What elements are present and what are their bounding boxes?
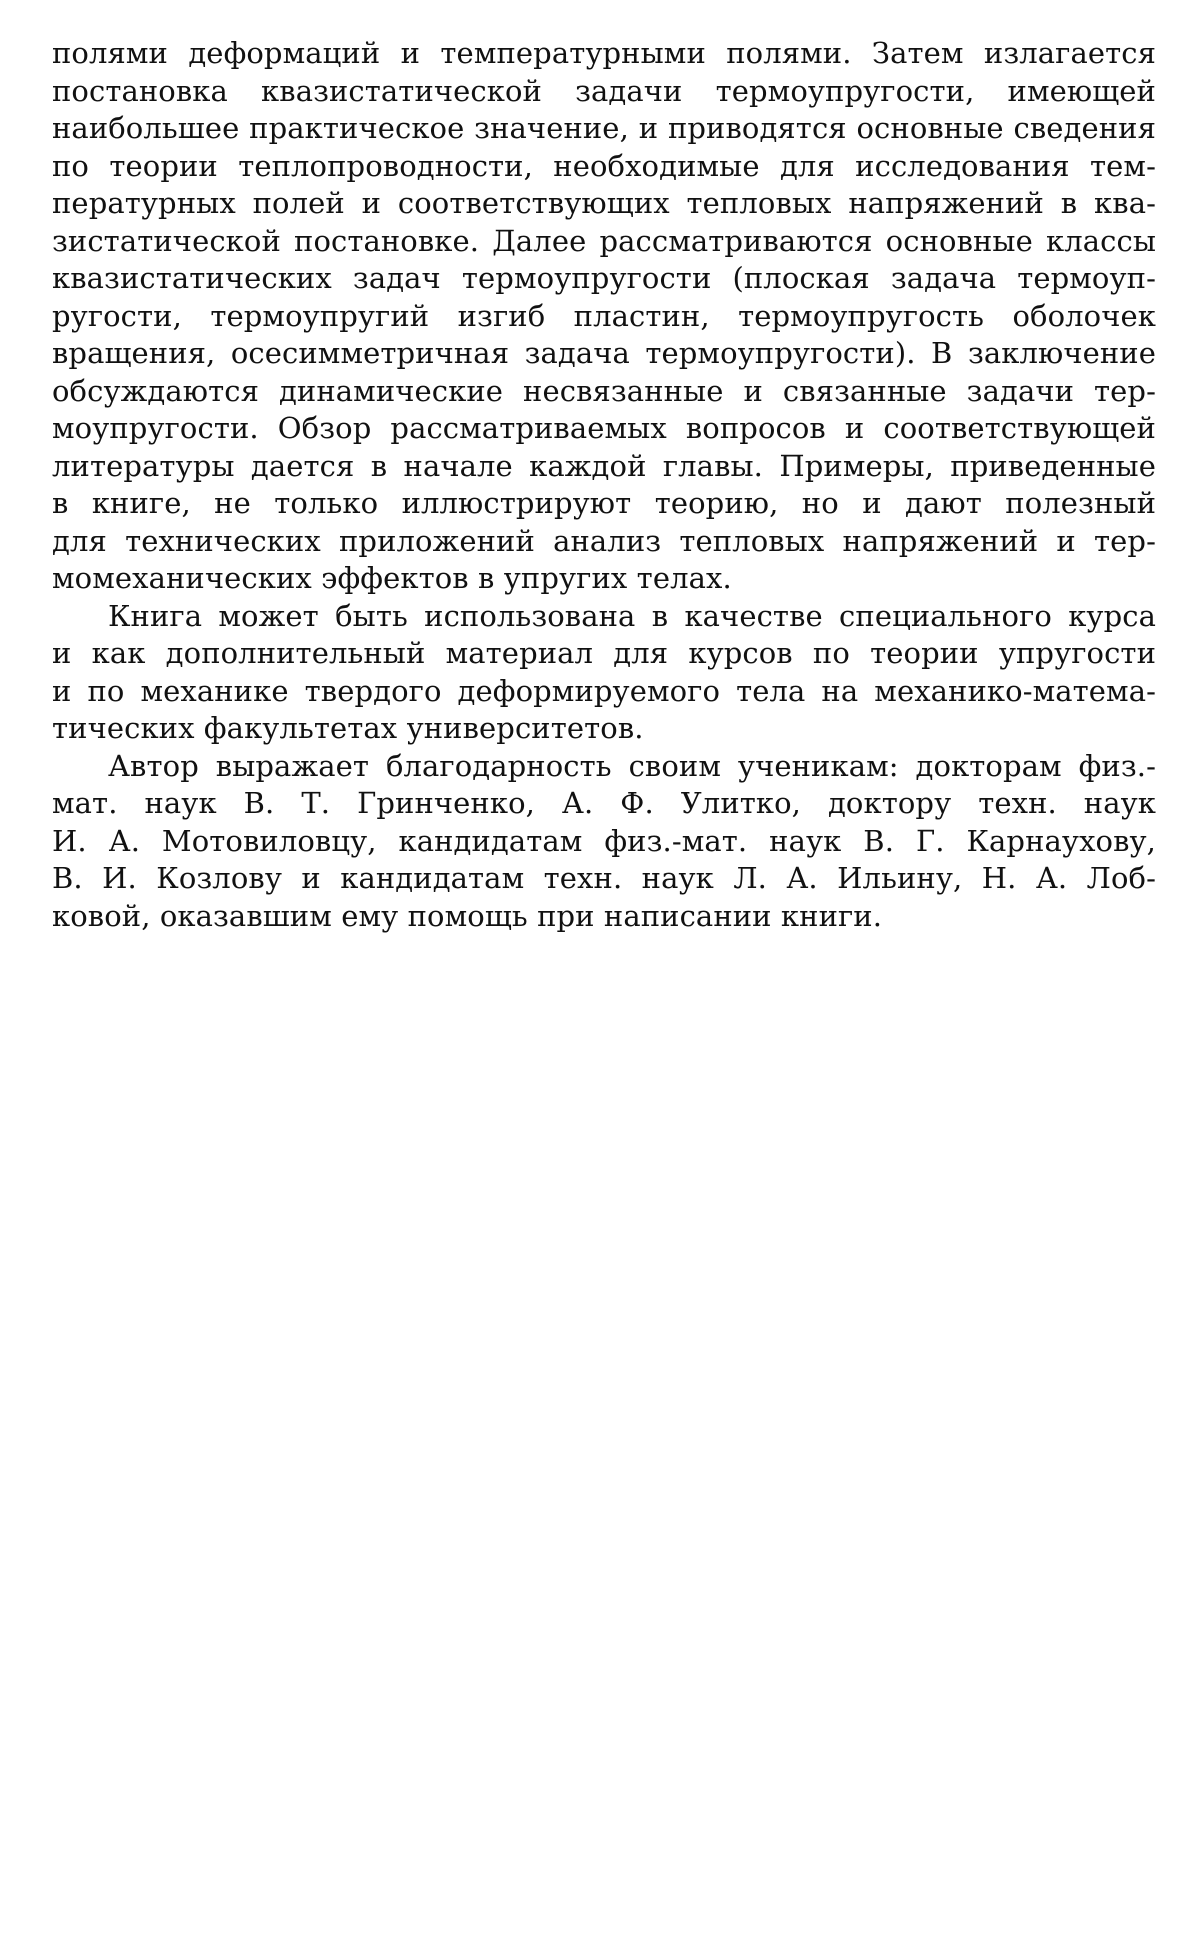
paragraph-1 <box>52 35 1156 598</box>
text-line: и по механике твердого деформируемого тела на механико-матема- <box>52 673 1156 708</box>
text-line: пературных полей и соответствующих тепловых напряжений в ква- <box>52 186 1156 220</box>
text-line: вращения, осесимметричная задача термоупругости). В заключение <box>52 336 1156 370</box>
text-line: мат. наук В. Т. Гринченко, А. Ф. Улитко, доктору техн. наук <box>52 786 1156 820</box>
paragraph-2 <box>52 598 1156 748</box>
text-line: ковой, оказавшим ему помощь при написании книги. <box>52 898 883 933</box>
text-line: В. И. Козлову и кандидатам техн. наук Л. А. Ильину, Н. А. Лоб- <box>52 861 1156 895</box>
text-line: момеханических эффектов в упругих телах. <box>52 561 732 595</box>
text-line: обсуждаются динамические несвязанные и связанные задачи тер- <box>52 373 1156 408</box>
paragraph-3 <box>52 748 1156 936</box>
text-line: постановка квазистатической задачи термоупругости, имеющей <box>52 73 1156 108</box>
text-line: наибольшее практическое значение, и приводятся основные сведения <box>52 111 1156 145</box>
text-line: и как дополнительный материал для курсов по теории упругости <box>52 636 1156 670</box>
text-line: И. А. Мотовиловцу, кандидатам физ.-мат. наук В. Г. Карнаухову, <box>52 823 1156 858</box>
text-line: полями деформаций и температурными полями. Затем излагается <box>52 36 1156 70</box>
text-line: моупругости. Обзор рассматриваемых вопросов и соответствующей <box>52 411 1156 445</box>
text-line: зистатической постановке. Далее рассматриваются основные классы <box>52 223 1156 258</box>
text-line: в книге, не только иллюстрируют теорию, но и дают полезный <box>52 486 1156 520</box>
text-line: квазистатических задач термоупругости (плоская задача термоуп- <box>52 261 1156 295</box>
text-block <box>52 35 1156 935</box>
text-line: ругости, термоупругий изгиб пластин, термоупругость оболочек <box>52 298 1156 333</box>
text-line: тических факультетах университетов. <box>52 711 644 745</box>
text-line: Книга может быть использована в качестве специального курса <box>108 598 1156 633</box>
text-line: литературы дается в начале каждой главы. Примеры, приведенные <box>52 448 1156 483</box>
text-line: Автор выражает благодарность своим ученикам: докторам физ.- <box>108 748 1156 783</box>
text-line: для технических приложений анализ тепловых напряжений и тер- <box>52 523 1156 558</box>
text-line: по теории теплопроводности, необходимые для исследования тем- <box>52 148 1156 183</box>
